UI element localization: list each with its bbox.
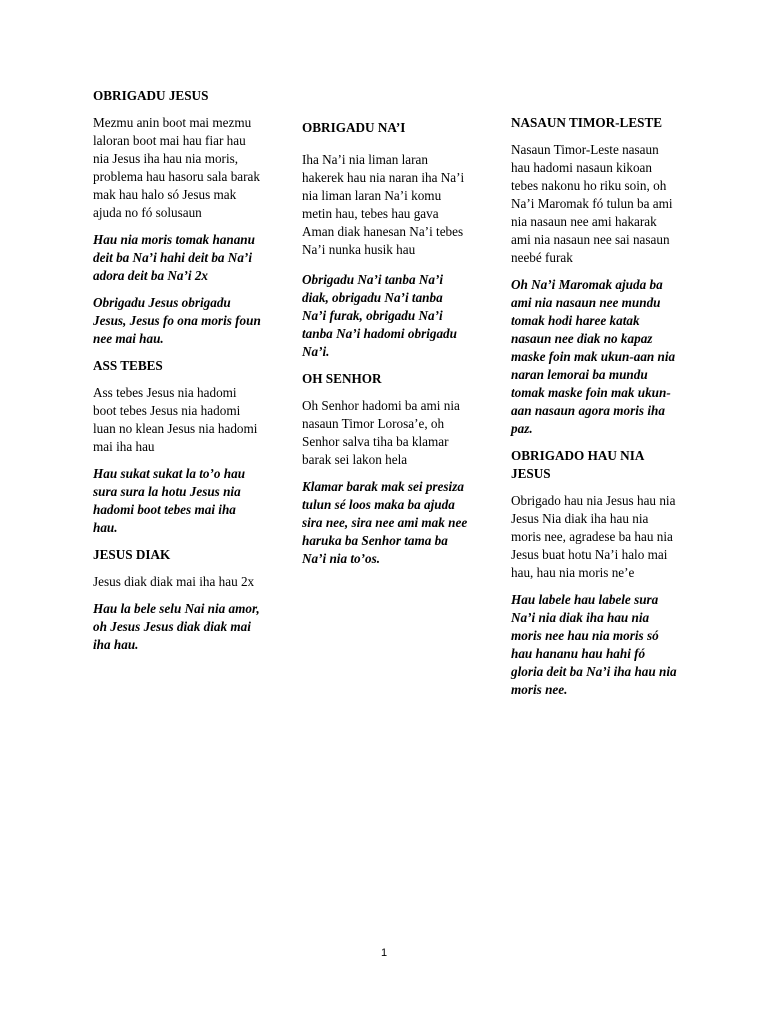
song-verse: Jesus diak diak mai iha hau 2x [93,574,255,589]
song-chorus: Hau nia moris tomak hananu deit ba Na’i hahi deit ba Na’i adora deit ba Na’i 2x [93,232,255,283]
song-obrigado-hau-nia-jesus [511,447,679,699]
song-verse: Mezmu anin boot mai mezmu laloran boot mai hau fiar hau nia Jesus iha hau nia moris, problema hau hasoru sala barak mak hau halo só Jesus mak ajuda no fó solusaun [93,115,260,220]
song-ass-tebes [93,357,261,537]
song-chorus: Obrigadu Jesus obrigadu Jesus, Jesus fo ona moris foun nee mai hau. [93,295,261,346]
song-title: OBRIGADU NA’I [302,120,406,135]
column-3 [511,114,679,708]
song-chorus: Klamar barak mak sei presiza tulun sé loos maka ba ajuda sira nee, sira nee ami mak nee haruka ba Senhor tama ba Na’i nia to’os. [302,479,468,566]
song-chorus: Hau la bele selu Nai nia amor, oh Jesus Jesus diak diak mai iha hau. [93,601,260,652]
song-verse: Obrigado hau nia Jesus hau nia Jesus Nia diak iha hau nia moris nee, agradese ba hau nia Jesus buat hotu Na’i halo mai hau, hau nia moris ne’e [511,493,676,580]
song-chorus: Hau labele hau labele sura Na’i nia diak iha hau nia moris nee hau nia moris só hau hananu hau hahi fó gloria deit ba Na’i iha hau nia moris nee. [511,592,677,697]
song-nasaun-timor-leste [511,114,679,438]
song-title: OBRIGADU JESUS [93,88,209,103]
song-verse: Oh Senhor hadomi ba ami nia nasaun Timor Lorosa’e, oh Senhor salva tiha ba klamar barak sei lakon hela [302,398,460,467]
column-2 [302,119,470,577]
song-verse: Iha Na’i nia liman laran hakerek hau nia naran iha Na’i nia liman laran Na’i komu metin hau, tebes hau gava Aman diak hanesan Na’i tebes Na’i nunka husik hau [302,152,465,257]
page-number: 1 [380,947,388,959]
song-obrigadu-nai [302,119,470,361]
song-chorus: Obrigadu Na’i tanba Na’i diak, obrigadu Na’i tanba Na’i furak, obrigadu Na’i tanba Na’i hadomi obrigadu Na’i. [302,272,457,359]
song-title: ASS TEBES [93,358,163,373]
song-jesus-diak [93,546,261,654]
song-oh-senhor [302,370,470,568]
song-title: OH SENHOR [302,371,382,386]
song-title: JESUS DIAK [93,547,171,562]
song-chorus: Oh Na’i Maromak ajuda ba ami nia nasaun nee mundu tomak hodi haree katak nasaun nee diak no kapaz maske foin mak ukun-aan nia naran lemorai ba mundu tomak maske foin mak ukun-aan nasaun agora moris iha paz. [511,277,676,436]
song-verse: Ass tebes Jesus nia hadomi boot tebes Jesus nia hadomi luan no klean Jesus nia hadomi mai iha hau [93,385,258,454]
song-obrigadu-jesus [93,87,261,348]
song-verse: Nasaun Timor-Leste nasaun hau hadomi nasaun kikoan tebes nakonu ho riku soin, oh Na’i Maromak fó tulun ba ami nia nasaun nee ami hakarak ami nia nasaun nee sai nasaun neebé furak [511,142,673,265]
song-title: NASAUN TIMOR-LESTE [511,115,663,130]
song-title: OBRIGADO HAU NIA JESUS [511,448,644,481]
column-1 [93,87,261,663]
song-chorus: Hau sukat sukat la to’o hau sura sura la hotu Jesus nia hadomi boot tebes mai iha hau. [93,466,246,535]
